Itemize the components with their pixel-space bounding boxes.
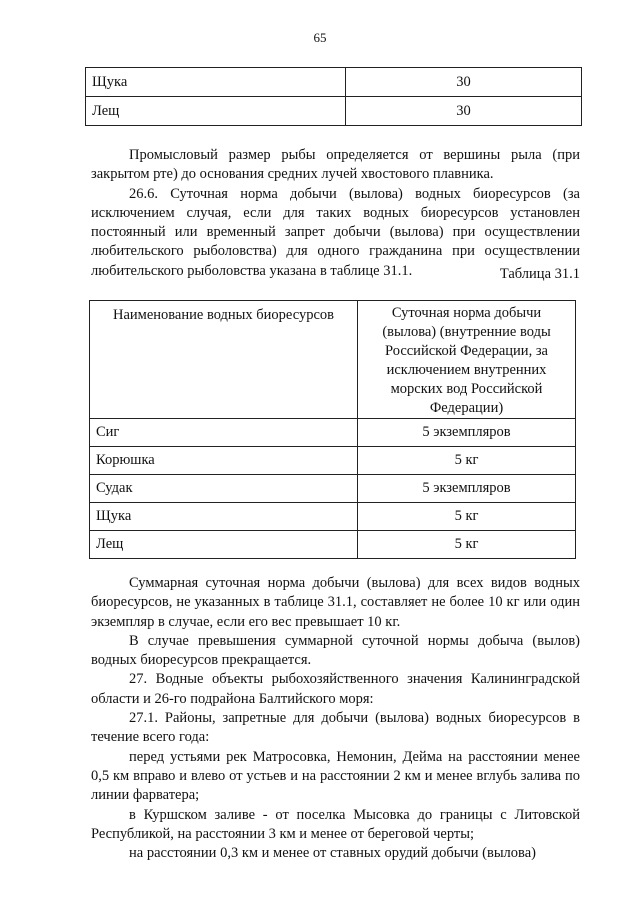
fish-size-cell: 30 (346, 97, 582, 126)
fish-name-cell: Щука (86, 68, 346, 97)
page-number: 65 (313, 30, 327, 45)
intro-text (91, 146, 580, 281)
norm-value-cell: 5 экземпляров (358, 419, 576, 447)
table-row (86, 97, 582, 126)
fish-name-cell: Корюшка (90, 447, 358, 475)
table-row (90, 447, 576, 475)
paragraph: В случае превышения суммарной суточной нормы добыча (вылов) водных биоресурсов прекращается. (91, 632, 580, 669)
paragraph: в Куршском заливе - от поселка Мысовка до границы с Литовской Республикой, на расстоянии 3 км и менее от береговой черты; (91, 806, 580, 842)
daily-norm-table (89, 300, 576, 559)
norm-value-cell: 5 кг (358, 447, 576, 475)
paragraph: на расстоянии 0,3 км и менее от ставных орудий добычи (вылова) (129, 845, 536, 862)
norm-value-cell: 5 кг (358, 503, 576, 531)
table-row (90, 503, 576, 531)
paragraph: 26.6. Суточная норма добычи (вылова) водных биоресурсов (за исключением случая, если для таких водных биоресурсов установлен постоянный или временный запрет добычи (вылова) при осуществлении любительского рыболовства) для одного гражданина при осуществлении любительского рыболовства указана в таблице 31.1. (91, 185, 580, 279)
norm-value-cell: 5 экземпляров (358, 475, 576, 503)
header-norm-cell: Суточная норма добычи (вылова) (внутренние воды Российской Федерации, за исключением внутренних морских вод Российской Федерации) (358, 301, 576, 419)
fish-name-cell: Щука (90, 503, 358, 531)
table-row (90, 419, 576, 447)
table-row (86, 68, 582, 97)
fish-name-cell: Сиг (90, 419, 358, 447)
fish-size-cell: 30 (346, 68, 582, 97)
fish-name-cell: Судак (90, 475, 358, 503)
fish-name-cell: Лещ (86, 97, 346, 126)
size-table-continuation (85, 67, 582, 126)
paragraph: Промысловый размер рыбы определяется от вершины рыла (при закрытом рте) до основания средних лучей хвостового плавника. (91, 147, 580, 183)
paragraph: Суммарная суточная норма добычи (вылова) для всех видов водных биоресурсов, не указанных в таблице 31.1, составляет не более 10 кг или один экземпляр в случае, если его вес превышает 10 кг. (91, 575, 580, 630)
paragraph: перед устьями рек Матросовка, Немонин, Дейма на расстоянии менее 0,5 км вправо и влево от устьев и на расстоянии 2 км и менее вглубь залива по линии фарватера; (91, 748, 580, 804)
table-caption: Таблица 31.1 (499, 266, 580, 282)
norm-value-cell: 5 кг (358, 531, 576, 559)
paragraph: 27.1. Районы, запретные для добычи (вылова) водных биоресурсов в течение всего года: (91, 710, 580, 746)
table-row (90, 531, 576, 559)
table-row (90, 475, 576, 503)
body-text (91, 574, 580, 863)
fish-name-cell: Лещ (90, 531, 358, 559)
header-name-cell: Наименование водных биоресурсов (90, 301, 358, 419)
paragraph: 27. Водные объекты рыбохозяйственного значения Калининградской области и 26-го подрайона Балтийского моря: (91, 671, 580, 707)
table-header-row (90, 301, 576, 419)
